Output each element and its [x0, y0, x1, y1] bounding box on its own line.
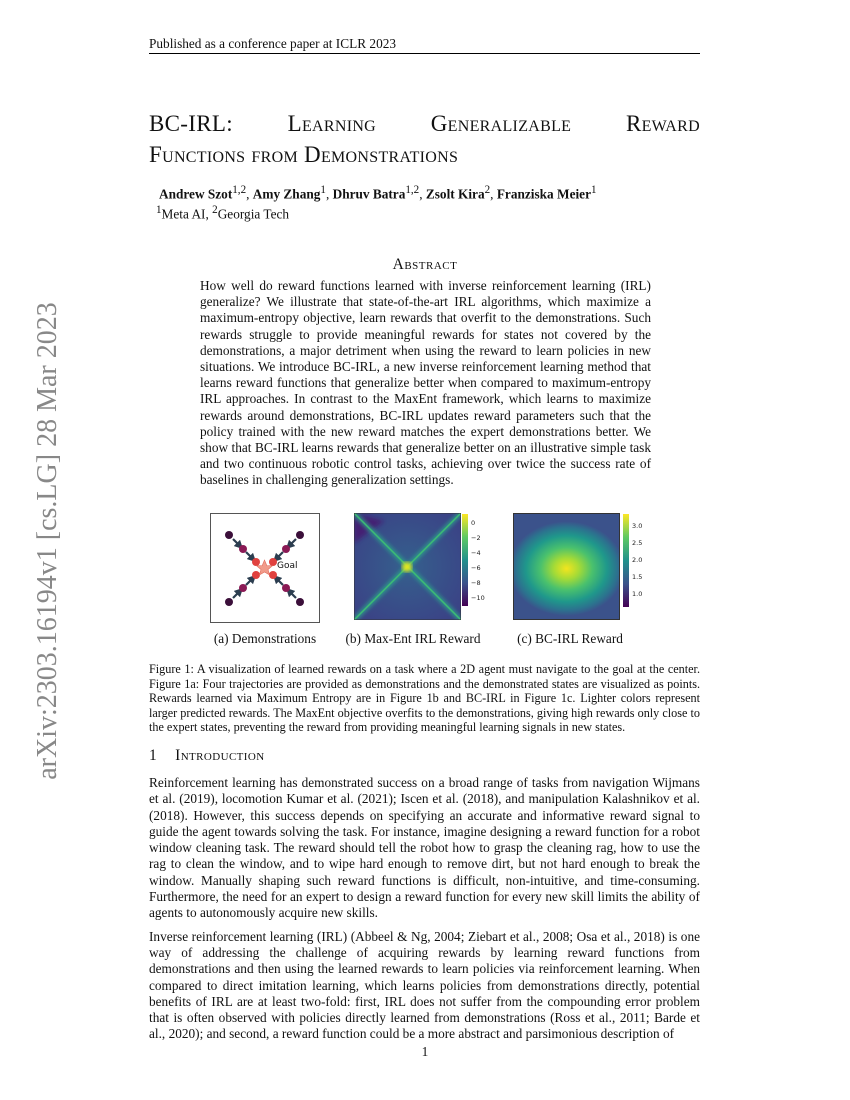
author-affiliation: 2	[484, 184, 491, 196]
affiliation-number: 1	[156, 204, 162, 217]
affiliation: Georgia Tech	[217, 206, 290, 222]
title-word: Learning	[287, 111, 377, 136]
author-name: Zsolt Kira	[425, 186, 485, 202]
title-word: Generalizable	[430, 111, 572, 136]
author-name: Dhruv Batra	[332, 186, 406, 202]
colorbar-tick-label: −2	[471, 534, 481, 542]
paper-title	[149, 108, 700, 170]
colorbar-tick-label: 1.0	[632, 590, 643, 598]
running-header: Published as a conference paper at ICLR 2023	[149, 36, 397, 51]
colorbar-tick-label: −6	[471, 564, 481, 572]
subcaption-b: (b) Max-Ent IRL Reward	[345, 631, 481, 646]
colorbar-b	[462, 514, 468, 606]
author-name: Amy Zhang	[252, 186, 321, 202]
demonstrations-plot	[211, 514, 318, 621]
figure-1a-demonstrations	[210, 513, 320, 623]
figure-1b-maxent-heatmap	[354, 513, 461, 620]
author-affiliation: 1	[590, 184, 597, 196]
colorbar-b-ticks	[471, 514, 491, 606]
arxiv-stamp: arXiv:2303.16194v1 [cs.LG] 28 Mar 2023	[32, 302, 63, 780]
body-paragraph: Inverse reinforcement learning (IRL) (Abbeel & Ng, 2004; Ziebart et al., 2008; Osa et al., 2018) is one way of addressing the challenge of acquiring rewards by learning reward functions from demonstrations and then using the learned rewards to learn policies via reinforcement learning. When compared to direct imitation learning, which learns policies from demonstrations directly, potential benefits of IRL are at least two-fold: first, IRL does not suffer from the compounding error problem that is often observed with policies directly learned from demonstrations (Ross et al., 2011; Barde et al., 2020); and second, a reward function could be a more abstract and parsimonious description of	[149, 928, 700, 1042]
body-paragraph: Reinforcement learning has demonstrated success on a broad range of tasks from navigation Wijmans et al. (2019), locomotion Kumar et al. (2021); Iscen et al. (2018), and manipulation Kalashnikov et al. (2018). However, this success depends on specifying an accurate and informative reward signal to guide the agent towards solving the task. For instance, imagine designing a reward function for a robot window cleaning task. The reward should tell the robot how to grasp the cleaning rag, how to use the rag to clean the window, and to wipe hard enough to remove dirt, but not hard enough to break the window. Manually shaping such reward functions is difficult, non-intuitive, and time-consuming. Furthermore, the need for an expert to design a reward function for every new skill limits the ability of agents to autonomously acquire new skills.	[149, 774, 700, 921]
title-word: BC-IRL:	[149, 111, 233, 136]
subcaption-c: (c) BC-IRL Reward	[517, 631, 623, 646]
abstract-text: How well do reward functions learned with inverse reinforcement learning (IRL) generalize? We illustrate that state-of-the-art IRL algorithms, which maximize a maximum-entropy objective, learn rewards that overfit to the demonstrations. Such rewards struggle to provide meaningful rewards for states not covered by the demonstrations, a major detriment when using the reward to learn policies in new situations. We introduce BC-IRL, a new inverse reinforcement learning method that learns reward functions that generalize better when compared to maximum-entropy IRL approaches. In contrast to the MaxEnt framework, which learns to maximize rewards around demonstrations, BC-IRL updates reward parameters such that the policy trained with the new reward matches the expert demonstrations better. We show that BC-IRL learns rewards that generalize better on an illustrative simple task and two continuous robotic control tasks, achieving over twice the success rate of baselines in challenging generalization settings.	[200, 278, 651, 488]
author-block: Andrew Szot$^{1,2}$, Amy Zhang$^1$, Dhruv Batra$^{1,2}$, Zsolt Kira$^2$, Franziska Meier$^1$ $^1$Meta AI, $^2$Georgia Tech	[156, 184, 597, 222]
author-affiliation: 1	[320, 184, 326, 196]
title-word: Reward	[625, 111, 700, 136]
author-name: Andrew Szot	[159, 186, 233, 202]
abstract-heading: Abstract	[392, 256, 458, 273]
colorbar-tick-label: −10	[471, 594, 485, 602]
author-name: Franziska Meier	[496, 186, 591, 202]
goal-label: Goal	[277, 561, 298, 571]
colorbar-tick-label: −4	[471, 549, 481, 557]
colorbar-c-ticks	[632, 514, 652, 607]
author-affiliation: 1,2	[405, 184, 420, 196]
section-number: 1	[149, 746, 158, 764]
colorbar-tick-label: 2.0	[632, 556, 643, 564]
figure-caption: Figure 1: A visualization of learned rewards on a task where a 2D agent must navigate to the goal at the center. Figure 1a: Four trajectories are provided as demonstrations and the demonstrated states are visualized as points. Rewards learned via Maximum Entropy are in Figure 1b and BC-IRL in Figure 1c. Lighter colors represent larger predicted rewards. The MaxEnt objective overfits to the demonstrations, giving high rewards only close to the expert states, preventing the reward from providing meaningful learning signals in new states.	[149, 662, 700, 735]
colorbar-tick-label: 1.5	[632, 573, 643, 581]
affiliation-number: 2	[212, 204, 218, 217]
lower-content	[149, 662, 700, 1050]
affiliation: Meta AI	[161, 206, 206, 222]
author-affiliation: 1,2	[232, 184, 247, 196]
section-title: Introduction	[175, 746, 265, 764]
colorbar-tick-label: −8	[471, 579, 481, 587]
header-rule	[149, 53, 700, 54]
colorbar-tick-label: 2.5	[632, 539, 643, 547]
section-heading	[149, 747, 700, 765]
figure-1c-bcirl-heatmap	[513, 513, 620, 620]
colorbar-tick-label: 3.0	[632, 522, 643, 530]
title-line-2: Functions from Demonstrations	[149, 142, 459, 167]
subcaption-a: (a) Demonstrations	[213, 631, 317, 646]
colorbar-tick-label: 0	[471, 519, 476, 527]
page-number: 1	[421, 1044, 429, 1059]
colorbar-c	[623, 514, 629, 607]
